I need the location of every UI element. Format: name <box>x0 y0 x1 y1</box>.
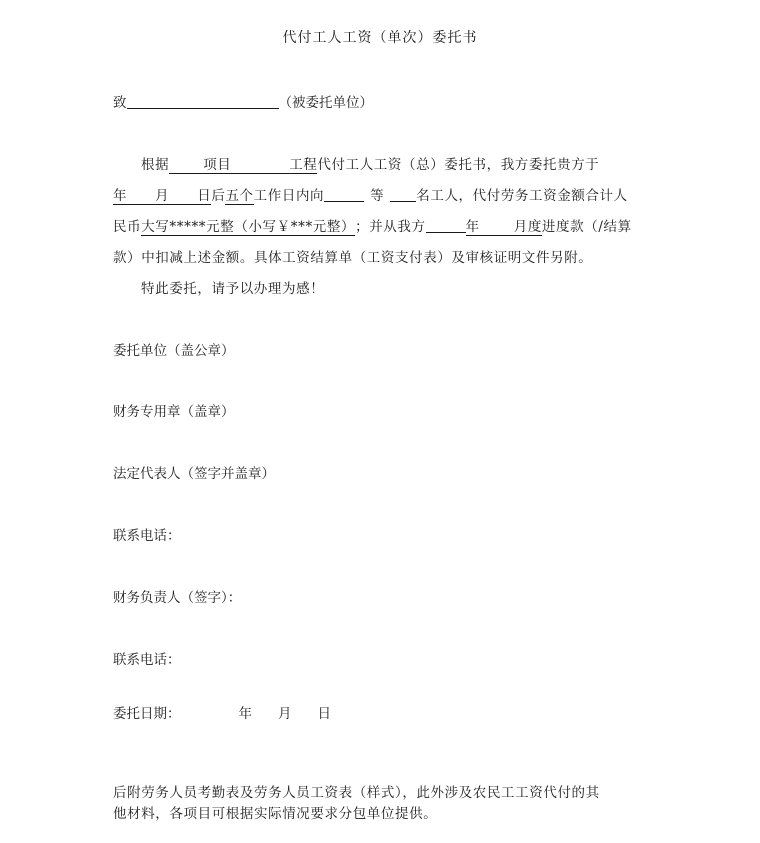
paragraph-line-4: 款）中扣减上述金额。具体工资结算单（工资支付表）及审核证明文件另附。 <box>113 250 593 266</box>
period-underline: 年 月度 <box>465 219 542 235</box>
date-underline: 年 月 日 <box>113 188 212 204</box>
amount-underline: 大写*****元整（小写￥***元整） <box>141 219 356 235</box>
finance-head-label: 财务负责人（签字）： <box>113 590 242 606</box>
contact-phone-label-2: 联系电话： <box>113 652 181 668</box>
footnote-line-1: 后附劳务人员考勤表及劳务人员工资表（样式），此外涉及农民工工资代付的其 <box>113 785 600 801</box>
recipient-blank <box>127 94 279 109</box>
engineering-underline: 工程 <box>289 157 318 173</box>
recipient-line <box>113 91 373 111</box>
paragraph-line-3: 民币大写*****元整（小写￥***元整）；并从我方 年 月度进度款（/结算 <box>113 219 632 235</box>
legal-representative-label: 法定代表人（签字并盖章） <box>113 466 275 482</box>
contact-phone-label-1: 联系电话： <box>113 528 181 544</box>
paragraph-line-5: 特此委托，请予以办理为感！ <box>141 281 325 297</box>
five-days-underline: 五个 <box>225 188 254 204</box>
project-underline: 项目 <box>169 158 289 174</box>
labor-company-blank <box>324 187 364 202</box>
recipient-prefix: 致 <box>113 95 127 111</box>
recipient-suffix: （被委托单位） <box>278 95 373 111</box>
paragraph-line-1: 根据 项目 工程代付工人工资（总）委托书，我方委托贵方于 <box>141 157 600 173</box>
worker-count-blank <box>390 187 416 202</box>
paragraph-line-2: 年 月 日后五个工作日内向 等 名工人，代付劳务工资金额合计人 <box>113 188 628 204</box>
document-title: 代付工人工资（单次）委托书 <box>282 30 478 46</box>
footnote-line-2: 他材料，各项目可根据实际情况要求分包单位提供。 <box>113 806 438 822</box>
finance-seal-label: 财务专用章（盖章） <box>113 404 235 420</box>
entrust-date-line: 委托日期： 年 月 日 <box>113 706 331 722</box>
period-year-blank <box>426 218 466 233</box>
entrusting-unit-label: 委托单位（盖公章） <box>113 343 235 359</box>
